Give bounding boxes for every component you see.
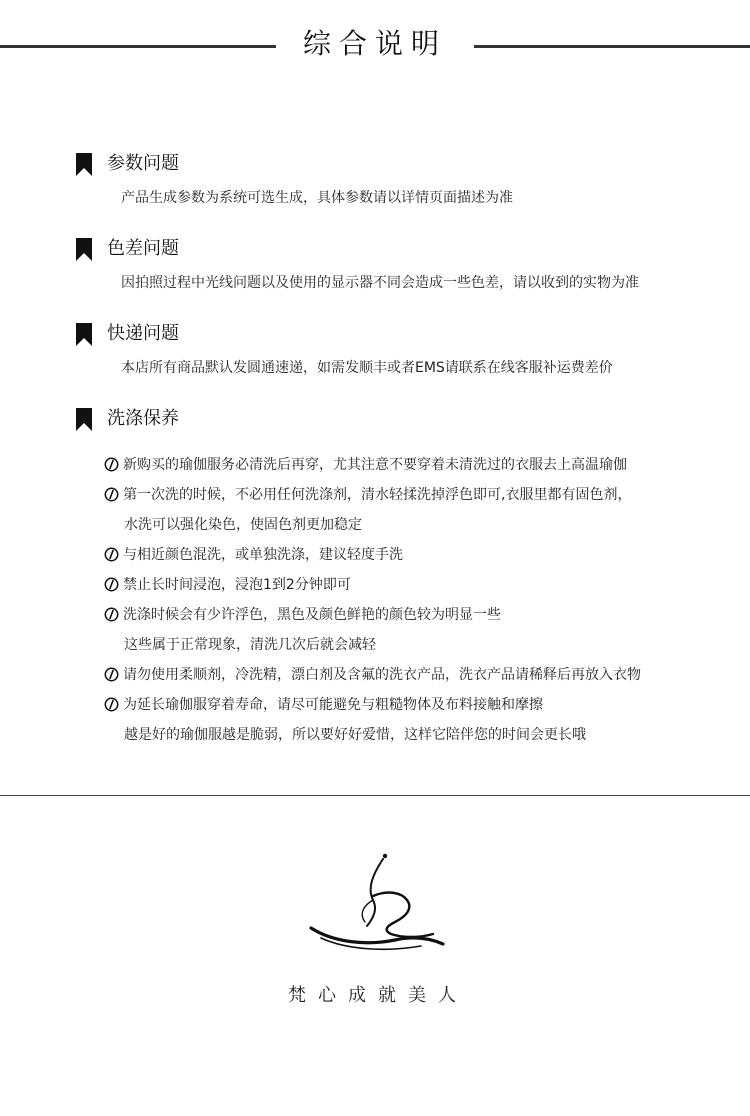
bookmark-icon: [76, 153, 92, 176]
section-title: 色差问题: [107, 238, 179, 259]
title-divider-right: [474, 45, 750, 48]
care-item: [104, 480, 744, 540]
page-title: 综合说明: [302, 27, 447, 60]
info-circle-icon: [104, 547, 119, 562]
care-item-text: 与相近颜色混洗，或单独洗涤，建议轻度手洗: [123, 547, 403, 563]
footer-divider: [0, 795, 750, 796]
yoga-figure-logo: [303, 850, 448, 955]
section-title: 洗涤保养: [107, 408, 179, 429]
section-description: 产品生成参数为系统可选生成，具体参数请以详情页面描述为准: [121, 190, 513, 206]
care-item: [104, 570, 744, 600]
section-title: 参数问题: [107, 153, 179, 174]
care-item-text: 这些属于正常现象，清洗几次后就会减轻: [124, 637, 376, 653]
care-item-text: 禁止长时间浸泡，浸泡1到2分钟即可: [123, 577, 351, 593]
info-circle-icon: [104, 487, 119, 502]
info-circle-icon: [104, 607, 119, 622]
care-instructions-list: [104, 450, 744, 750]
care-item-text: 新购买的瑜伽服务必清洗后再穿，尤其注意不要穿着未清洗过的衣服去上高温瑜伽: [123, 457, 627, 473]
title-row: [0, 22, 750, 66]
care-item: [104, 600, 744, 660]
care-item-text: 为延长瑜伽服穿着寿命，请尽可能避免与粗糙物体及布料接触和摩擦: [123, 697, 543, 713]
info-circle-icon: [104, 667, 119, 682]
info-circle-icon: [104, 697, 119, 712]
care-item-text: 请勿使用柔顺剂，冷洗精，漂白剂及含氟的洗衣产品，洗衣产品请稀释后再放入衣物: [123, 667, 641, 683]
section-title: 快递问题: [107, 323, 179, 344]
section-description: 因拍照过程中光线问题以及使用的显示器不同会造成一些色差，请以收到的实物为准: [121, 275, 639, 291]
care-item: [104, 450, 744, 480]
care-item-text: 水洗可以强化染色，使固色剂更加稳定: [124, 517, 362, 533]
care-item: [104, 660, 744, 690]
care-item-text: 第一次洗的时候，不必用任何洗涤剂，清水轻揉洗掉浮色即可,衣服里都有固色剂，: [123, 487, 632, 503]
bookmark-icon: [76, 238, 92, 261]
bookmark-icon: [76, 408, 92, 431]
care-item: [104, 540, 744, 570]
care-item-text: 洗涤时候会有少许浮色，黑色及颜色鲜艳的颜色较为明显一些: [123, 607, 501, 623]
care-item: [104, 690, 744, 750]
info-circle-icon: [104, 457, 119, 472]
title-divider-left: [0, 45, 276, 48]
brand-slogan: 梵心成就美人: [288, 985, 468, 1006]
care-item-text: 越是好的瑜伽服越是脆弱，所以要好好爱惜，这样它陪伴您的时间会更长哦: [124, 727, 586, 743]
bookmark-icon: [76, 323, 92, 346]
section-description: 本店所有商品默认发圆通速递，如需发顺丰或者EMS请联系在线客服补运费差价: [121, 360, 613, 376]
info-circle-icon: [104, 577, 119, 592]
